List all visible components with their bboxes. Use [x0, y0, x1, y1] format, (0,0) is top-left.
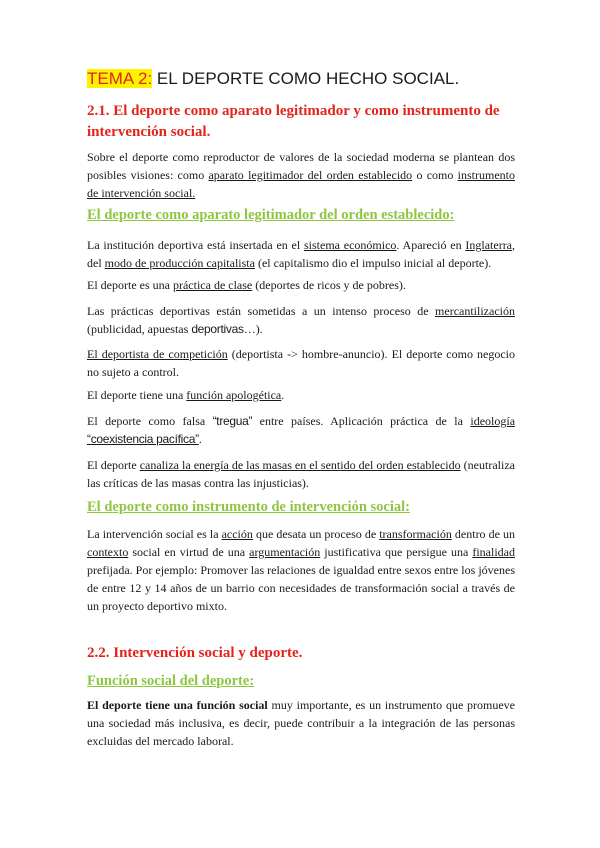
- subheading-aparato-legitimador: El deporte como aparato legitimador del orden establecido:: [87, 207, 455, 223]
- page-title: [87, 68, 515, 90]
- paragraph-sistema-economico: La institución deportiva está insertada en el sistema económico. Apareció en Inglaterra, del modo de producción capitalista (el capitalismo dio el impulso inicial al deporte).: [87, 238, 516, 270]
- title-text: EL DEPORTE COMO HECHO SOCIAL.: [152, 69, 460, 88]
- subheading-funcion-social: Función social del deporte:: [87, 673, 255, 689]
- paragraph-deportista-competicion: El deportista de competición (deportista -> hombre-anuncio). El deporte como negocio no sujeto a control.: [87, 347, 515, 379]
- paragraph-mercantilizacion: Las prácticas deportivas están sometidas a un intenso proceso de mercantilización (publicidad, apuestas deportivas…).: [87, 304, 515, 336]
- link-aparato-legitimador: aparato legitimador del orden establecido: [208, 168, 413, 182]
- paragraph-funcion-apologetica: El deporte tiene una función apologética.: [87, 388, 285, 402]
- paragraph-practica-clase: El deporte es una práctica de clase (deportes de ricos y de pobres).: [87, 278, 406, 292]
- paragraph-tregua: El deporte como falsa “tregua” entre países. Aplicación práctica de la ideología “coexistencia pacífica”.: [87, 414, 516, 446]
- intro-paragraph: Sobre el deporte como reproductor de valores de la sociedad moderna se plantean dos posibles visiones: como aparato legitimador del orden establecido o como instrumento de intervención social.: [87, 150, 515, 200]
- paragraph-intervencion-social: La intervención social es la acción que desata un proceso de transformación dentro de un contexto social en virtud de una argumentación justificativa que persigue una finalidad prefijada. Por ejemplo: Promover las relaciones de igualdad entre sexos entre los jóvenes de entre 12 y 14 años de un barrio con necesidades de transformación social a través de un proyecto deportivo mixto.: [87, 527, 516, 613]
- section-heading-2-1: 2.1. El deporte como aparato legitimador y como instrumento de intervención social.: [87, 103, 500, 140]
- paragraph-funcion-social: El deporte tiene una función social muy importante, es un instrumento que promueve una sociedad más inclusiva, es decir, puede contribuir a la integración de las personas excluidas del mercado laboral.: [87, 698, 516, 748]
- title-highlight: TEMA 2:: [87, 69, 153, 88]
- link-instrumento-intervencion: instrumento de intervención social.: [87, 168, 515, 200]
- section-heading-2-2: 2.2. Intervención social y deporte.: [87, 645, 303, 661]
- paragraph-canaliza-energia: El deporte canaliza la energía de las masas en el sentido del orden establecido (neutraliza las críticas de las masas contra las injusticias).: [87, 458, 515, 490]
- subheading-intervencion-social: El deporte como instrumento de intervención social:: [87, 499, 410, 515]
